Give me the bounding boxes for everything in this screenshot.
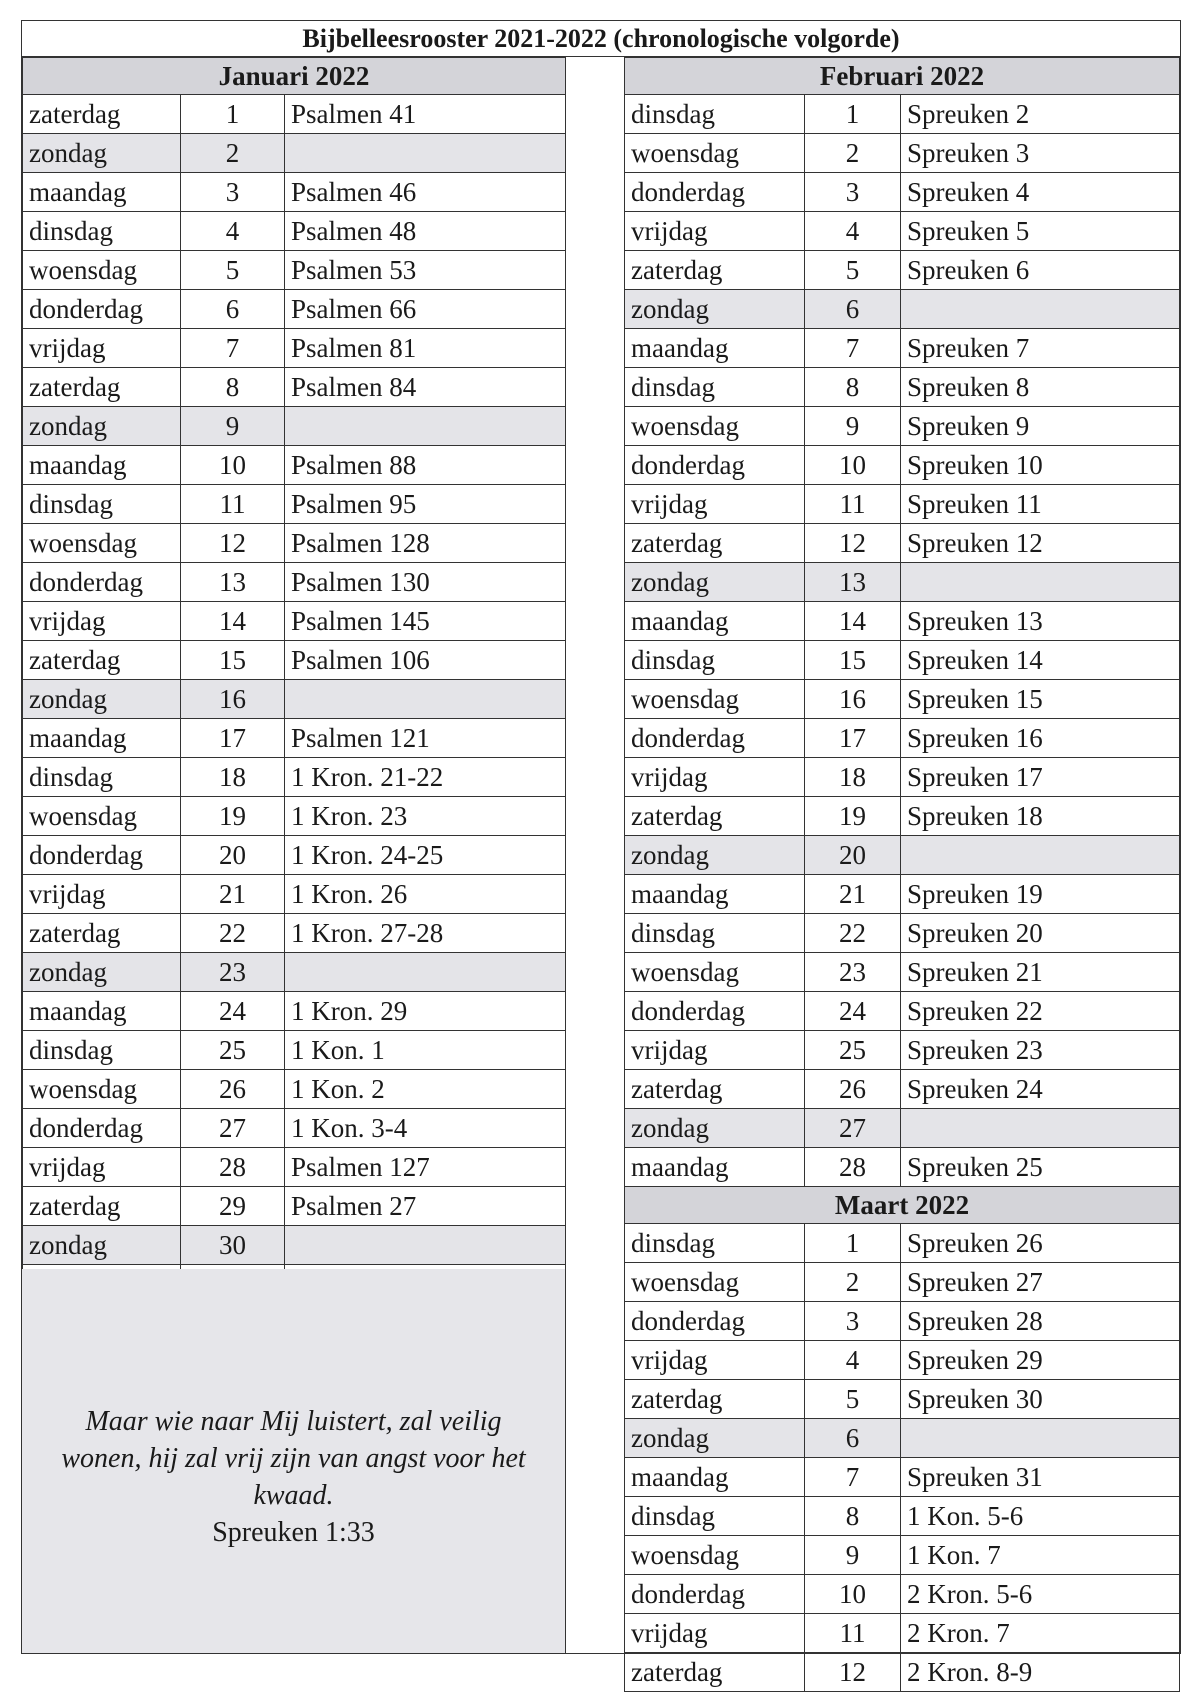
date-cell: 3 [805,1302,901,1341]
schedule-row [625,1653,1180,1692]
date-cell: 15 [805,641,901,680]
date-cell: 7 [181,329,285,368]
reading-cell: Spreuken 23 [901,1031,1180,1070]
day-cell: donderdag [23,836,181,875]
reading-cell: Spreuken 16 [901,719,1180,758]
schedule-row [23,680,566,719]
date-cell: 2 [805,1263,901,1302]
schedule-row [625,680,1180,719]
page-title: Bijbelleesrooster 2021-2022 (chronologische volgorde) [22,21,1180,57]
schedule-row [625,290,1180,329]
schedule-row [625,1575,1180,1614]
date-cell: 17 [805,719,901,758]
day-cell: dinsdag [23,758,181,797]
day-cell: dinsdag [23,485,181,524]
date-cell: 3 [805,173,901,212]
day-cell: zondag [625,1109,805,1148]
day-cell: vrijdag [625,485,805,524]
reading-cell: 1 Kron. 21-22 [285,758,566,797]
day-cell: donderdag [625,1575,805,1614]
reading-cell: Spreuken 8 [901,368,1180,407]
date-cell: 12 [805,524,901,563]
reading-cell: Spreuken 14 [901,641,1180,680]
reading-cell [901,563,1180,602]
date-cell: 10 [181,446,285,485]
date-cell: 29 [181,1187,285,1226]
reading-cell: Psalmen 88 [285,446,566,485]
reading-cell: Spreuken 18 [901,797,1180,836]
reading-cell: Psalmen 128 [285,524,566,563]
reading-cell: Spreuken 17 [901,758,1180,797]
date-cell: 18 [805,758,901,797]
date-cell: 4 [181,212,285,251]
day-cell: vrijdag [625,1341,805,1380]
date-cell: 12 [181,524,285,563]
date-cell: 28 [181,1148,285,1187]
reading-cell [285,134,566,173]
schedule-row [625,953,1180,992]
quote-reference: Spreuken 1:33 [212,1517,375,1548]
schedule-row [23,290,566,329]
day-cell: dinsdag [625,368,805,407]
date-cell: 28 [805,1148,901,1187]
day-cell: zondag [23,953,181,992]
day-cell: zaterdag [625,251,805,290]
reading-cell: Spreuken 11 [901,485,1180,524]
day-cell: zaterdag [23,368,181,407]
date-cell: 1 [181,95,285,134]
january-header: Januari 2022 [23,58,566,95]
schedule-row [23,1070,566,1109]
schedule-row [625,602,1180,641]
day-cell: zaterdag [625,1653,805,1692]
reading-cell [285,953,566,992]
schedule-row [625,134,1180,173]
schedule-row [625,1614,1180,1653]
reading-cell: Psalmen 127 [285,1148,566,1187]
reading-cell: Psalmen 84 [285,368,566,407]
reading-cell [901,1419,1180,1458]
schedule-row [23,1187,566,1226]
date-cell: 19 [181,797,285,836]
reading-cell: 1 Kron. 23 [285,797,566,836]
date-cell: 18 [181,758,285,797]
date-cell: 16 [181,680,285,719]
schedule-row [23,602,566,641]
day-cell: dinsdag [625,914,805,953]
bible-quote [22,1269,566,1653]
reading-cell: 2 Kron. 5-6 [901,1575,1180,1614]
schedule-row [23,953,566,992]
day-cell: vrijdag [23,1148,181,1187]
day-cell: woensdag [625,407,805,446]
reading-cell: 1 Kron. 26 [285,875,566,914]
schedule-row [625,1148,1180,1187]
date-cell: 2 [181,134,285,173]
date-cell: 19 [805,797,901,836]
day-cell: woensdag [23,1070,181,1109]
schedule-row [625,875,1180,914]
day-cell: zondag [23,1226,181,1265]
reading-cell [285,1226,566,1265]
schedule-row [625,1497,1180,1536]
schedule-row [23,251,566,290]
day-cell: woensdag [625,1536,805,1575]
day-cell: zondag [625,836,805,875]
schedule-row [23,485,566,524]
date-cell: 7 [805,329,901,368]
schedule-row [625,173,1180,212]
date-cell: 21 [805,875,901,914]
day-cell: maandag [23,446,181,485]
schedule-row [625,1536,1180,1575]
day-cell: zaterdag [625,524,805,563]
date-cell: 24 [805,992,901,1031]
date-cell: 22 [181,914,285,953]
date-cell: 23 [805,953,901,992]
reading-cell: Spreuken 13 [901,602,1180,641]
reading-cell [901,1109,1180,1148]
reading-cell: Spreuken 21 [901,953,1180,992]
schedule-row [23,758,566,797]
date-cell: 30 [181,1226,285,1265]
day-cell: maandag [23,719,181,758]
schedule-row [625,1263,1180,1302]
day-cell: donderdag [625,992,805,1031]
reading-cell [285,680,566,719]
reading-cell: Psalmen 46 [285,173,566,212]
day-cell: zondag [23,134,181,173]
reading-cell: 1 Kron. 24-25 [285,836,566,875]
schedule-row [23,719,566,758]
reading-cell: 1 Kon. 3-4 [285,1109,566,1148]
reading-cell: Psalmen 81 [285,329,566,368]
date-cell: 9 [181,407,285,446]
schedule-row [23,875,566,914]
reading-cell: Spreuken 10 [901,446,1180,485]
reading-cell: Spreuken 24 [901,1070,1180,1109]
reading-cell: 1 Kon. 2 [285,1070,566,1109]
date-cell: 11 [805,485,901,524]
reading-cell: Spreuken 4 [901,173,1180,212]
day-cell: woensdag [625,680,805,719]
date-cell: 2 [805,134,901,173]
schedule-row [625,1031,1180,1070]
day-cell: zondag [23,407,181,446]
schedule-row [23,134,566,173]
date-cell: 9 [805,1536,901,1575]
day-cell: donderdag [625,719,805,758]
schedule-row [625,329,1180,368]
day-cell: woensdag [625,1263,805,1302]
reading-cell: Spreuken 28 [901,1302,1180,1341]
reading-cell: Spreuken 29 [901,1341,1180,1380]
schedule-row [625,914,1180,953]
day-cell: vrijdag [625,212,805,251]
date-cell: 12 [805,1653,901,1692]
reading-cell: 2 Kron. 7 [901,1614,1180,1653]
reading-cell: Psalmen 53 [285,251,566,290]
date-cell: 4 [805,1341,901,1380]
reading-cell: Spreuken 30 [901,1380,1180,1419]
day-cell: woensdag [23,251,181,290]
reading-cell: Spreuken 27 [901,1263,1180,1302]
reading-cell: Spreuken 26 [901,1224,1180,1263]
date-cell: 25 [181,1031,285,1070]
day-cell: vrijdag [23,602,181,641]
schedule-row [625,758,1180,797]
schedule-row [625,1380,1180,1419]
date-cell: 5 [181,251,285,290]
day-cell: vrijdag [625,1031,805,1070]
schedule-row [625,95,1180,134]
day-cell: woensdag [23,797,181,836]
date-cell: 10 [805,446,901,485]
reading-cell: Psalmen 48 [285,212,566,251]
reading-cell: Spreuken 3 [901,134,1180,173]
day-cell: vrijdag [625,758,805,797]
day-cell: woensdag [625,134,805,173]
day-cell: donderdag [625,173,805,212]
schedule-row [625,446,1180,485]
schedule-row [23,1226,566,1265]
schedule-row [625,485,1180,524]
day-cell: maandag [23,992,181,1031]
day-cell: zondag [625,1419,805,1458]
reading-schedule-sheet [21,20,1181,1687]
reading-cell: Spreuken 5 [901,212,1180,251]
day-cell: vrijdag [625,1614,805,1653]
reading-cell: Spreuken 20 [901,914,1180,953]
date-cell: 27 [805,1109,901,1148]
day-cell: zaterdag [23,1187,181,1226]
date-cell: 13 [805,563,901,602]
schedule-row [23,563,566,602]
schedule-row [23,95,566,134]
reading-cell: 1 Kron. 27-28 [285,914,566,953]
day-cell: maandag [625,1458,805,1497]
date-cell: 27 [181,1109,285,1148]
day-cell: dinsdag [625,1497,805,1536]
schedule-row [625,641,1180,680]
reading-cell: 2 Kron. 8-9 [901,1653,1180,1692]
date-cell: 1 [805,1224,901,1263]
date-cell: 8 [181,368,285,407]
day-cell: donderdag [625,1302,805,1341]
reading-cell: Psalmen 95 [285,485,566,524]
date-cell: 7 [805,1458,901,1497]
reading-cell [901,290,1180,329]
reading-cell: Spreuken 15 [901,680,1180,719]
day-cell: zaterdag [23,95,181,134]
schedule-row [23,368,566,407]
day-cell: zaterdag [23,641,181,680]
schedule-row [625,1302,1180,1341]
reading-cell: Psalmen 106 [285,641,566,680]
reading-cell: Spreuken 6 [901,251,1180,290]
reading-cell: Psalmen 66 [285,290,566,329]
reading-cell: Psalmen 41 [285,95,566,134]
reading-cell: 1 Kon. 1 [285,1031,566,1070]
schedule-row [625,1224,1180,1263]
day-cell: dinsdag [23,212,181,251]
date-cell: 11 [805,1614,901,1653]
schedule-row [625,1419,1180,1458]
date-cell: 10 [805,1575,901,1614]
date-cell: 23 [181,953,285,992]
reading-cell: 1 Kon. 7 [901,1536,1180,1575]
reading-cell [901,836,1180,875]
reading-cell: 1 Kron. 29 [285,992,566,1031]
reading-cell: Spreuken 2 [901,95,1180,134]
quote-line-3: kwaad. [253,1480,334,1511]
schedule-row [625,524,1180,563]
schedule-row [625,992,1180,1031]
date-cell: 5 [805,1380,901,1419]
date-cell: 14 [805,602,901,641]
day-cell: vrijdag [23,875,181,914]
day-cell: dinsdag [625,641,805,680]
date-cell: 21 [181,875,285,914]
schedule-row [23,1148,566,1187]
date-cell: 20 [805,836,901,875]
date-cell: 9 [805,407,901,446]
date-cell: 6 [805,1419,901,1458]
day-cell: maandag [625,602,805,641]
reading-cell: Psalmen 121 [285,719,566,758]
schedule-row [23,173,566,212]
reading-cell: Psalmen 130 [285,563,566,602]
day-cell: zondag [23,680,181,719]
schedule-row [625,368,1180,407]
date-cell: 26 [181,1070,285,1109]
day-cell: zaterdag [625,797,805,836]
march-header: Maart 2022 [625,1187,1180,1224]
schedule-row [23,446,566,485]
date-cell: 8 [805,1497,901,1536]
schedule-row [23,797,566,836]
date-cell: 16 [805,680,901,719]
day-cell: zaterdag [625,1070,805,1109]
schedule-row [625,1070,1180,1109]
date-cell: 17 [181,719,285,758]
reading-cell: Spreuken 19 [901,875,1180,914]
schedule-row [625,836,1180,875]
day-cell: zondag [625,290,805,329]
january-table [22,57,566,1304]
date-cell: 1 [805,95,901,134]
day-cell: maandag [625,329,805,368]
date-cell: 6 [805,290,901,329]
day-cell: woensdag [625,953,805,992]
reading-cell: Spreuken 9 [901,407,1180,446]
day-cell: dinsdag [625,1224,805,1263]
date-cell: 22 [805,914,901,953]
schedule-row [23,1109,566,1148]
date-cell: 13 [181,563,285,602]
february-march-table [624,57,1180,1692]
schedule-row [625,719,1180,758]
schedule-row [625,212,1180,251]
day-cell: maandag [625,875,805,914]
quote-line-2: wonen, hij zal vrij zijn van angst voor het [61,1443,526,1474]
day-cell: maandag [23,173,181,212]
date-cell: 15 [181,641,285,680]
day-cell: maandag [625,1148,805,1187]
date-cell: 20 [181,836,285,875]
day-cell: zaterdag [625,1380,805,1419]
date-cell: 14 [181,602,285,641]
day-cell: donderdag [23,563,181,602]
schedule-row [23,1031,566,1070]
schedule-row [625,251,1180,290]
reading-cell: Spreuken 22 [901,992,1180,1031]
schedule-row [23,329,566,368]
reading-cell: Spreuken 12 [901,524,1180,563]
date-cell: 26 [805,1070,901,1109]
date-cell: 24 [181,992,285,1031]
schedule-row [23,992,566,1031]
february-header: Februari 2022 [625,58,1180,95]
schedule-row [23,641,566,680]
date-cell: 8 [805,368,901,407]
reading-cell: Psalmen 145 [285,602,566,641]
reading-cell: Spreuken 7 [901,329,1180,368]
date-cell: 25 [805,1031,901,1070]
schedule-row [625,563,1180,602]
schedule-row [625,1458,1180,1497]
day-cell: zondag [625,563,805,602]
reading-cell: Spreuken 31 [901,1458,1180,1497]
schedule-row [23,212,566,251]
day-cell: dinsdag [23,1031,181,1070]
schedule-row [23,836,566,875]
schedule-row [625,1109,1180,1148]
schedule-row [23,407,566,446]
date-cell: 11 [181,485,285,524]
date-cell: 3 [181,173,285,212]
date-cell: 4 [805,212,901,251]
day-cell: donderdag [625,446,805,485]
schedule-row [625,1341,1180,1380]
schedule-row [23,914,566,953]
day-cell: vrijdag [23,329,181,368]
schedule-row [625,407,1180,446]
day-cell: dinsdag [625,95,805,134]
schedule-row [23,524,566,563]
day-cell: woensdag [23,524,181,563]
day-cell: zaterdag [23,914,181,953]
reading-cell: Spreuken 25 [901,1148,1180,1187]
day-cell: donderdag [23,1109,181,1148]
day-cell: donderdag [23,290,181,329]
schedule-row [625,797,1180,836]
quote-line-1: Maar wie naar Mij luistert, zal veilig [85,1406,502,1437]
reading-cell: 1 Kon. 5-6 [901,1497,1180,1536]
reading-cell [285,407,566,446]
date-cell: 5 [805,251,901,290]
reading-cell: Psalmen 27 [285,1187,566,1226]
date-cell: 6 [181,290,285,329]
